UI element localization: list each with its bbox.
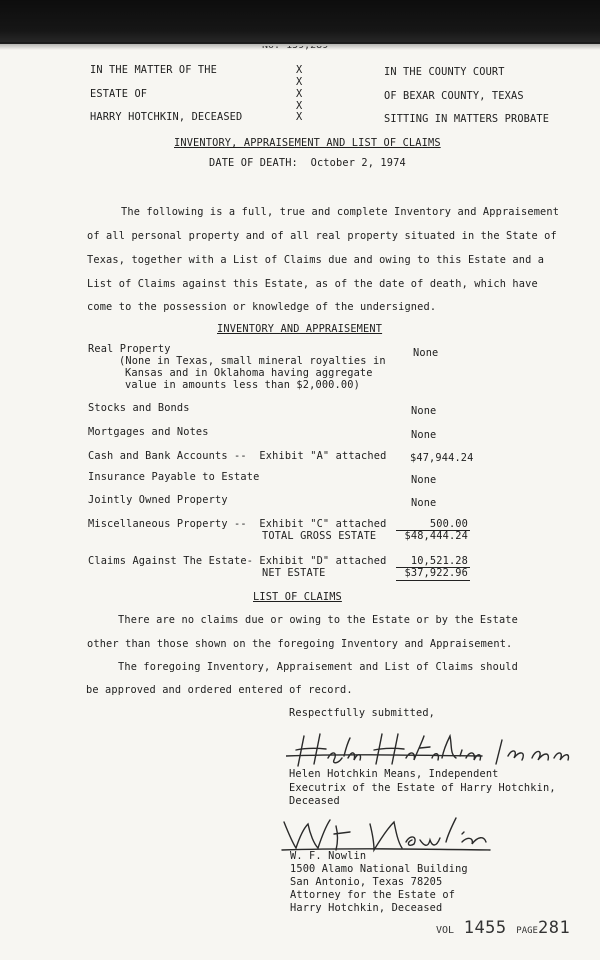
item-value: None [411, 429, 437, 441]
approve-line-2: be approved and ordered entered of record. [86, 684, 353, 696]
real-property-label: Real Property [88, 343, 171, 355]
caption-left-line-2: ESTATE OF [90, 88, 148, 100]
closing: Respectfully submitted, [289, 707, 436, 719]
item-label: Cash and Bank Accounts -- Exhibit "A" attached [88, 450, 387, 462]
signer2-line-2: 1500 Alamo National Building [290, 863, 468, 875]
total-gross-value: $48,444.24 [404, 530, 468, 542]
inventory-heading: INVENTORY AND APPRAISEMENT [217, 323, 383, 335]
item-label: Insurance Payable to Estate [88, 471, 260, 483]
item-value: None [411, 497, 437, 509]
signer1-line-1: Helen Hotchkin Means, Independent [289, 768, 499, 780]
item-label: Jointly Owned Property [88, 494, 228, 506]
list-of-claims-heading: LIST OF CLAIMS [253, 591, 342, 603]
claims-label: Claims Against The Estate- Exhibit "D" attached [88, 555, 387, 567]
real-property-note-2: Kansas and in Oklahoma having aggregate [125, 367, 373, 379]
stamp-page-label: PAGE [516, 926, 538, 936]
scan-top-shadow [0, 0, 600, 44]
caption-left-line-3: HARRY HOTCHKIN, DECEASED [90, 111, 243, 123]
stamp-page-number: 281 [537, 918, 571, 938]
real-property-note-1: (None in Texas, small mineral royalties in [119, 355, 386, 367]
item-value: None [411, 405, 437, 417]
intro-line-2: of all personal property and of all real property situated in the State of [87, 230, 557, 242]
date-of-death-value: October 2, 1974 [310, 157, 406, 169]
signer1-line-2: Executrix of the Estate of Harry Hotchkin, [289, 782, 556, 794]
signature-helen-hotchkin-means [286, 728, 592, 772]
item-value: None [411, 474, 437, 486]
stamp-vol-number: 1455 [463, 918, 507, 938]
caption-separator: X [296, 76, 303, 88]
caption-right-line-3: SITTING IN MATTERS PROBATE [384, 113, 550, 125]
intro-line-1: The following is a full, true and complete Inventory and Appraisement [121, 206, 560, 218]
item-value: 500.00 [429, 518, 468, 530]
total-gross-label: TOTAL GROSS ESTATE [262, 530, 377, 542]
claims-value: 10,521.28 [410, 555, 468, 567]
caption-separator: X [296, 88, 303, 100]
signer2-line-4: Attorney for the Estate of [290, 889, 456, 901]
item-label: Stocks and Bonds [88, 402, 190, 414]
real-property-note-3: value in amounts less than $2,000.00) [125, 379, 360, 391]
caption-separator: X [296, 100, 303, 112]
caption-separator: X [296, 64, 303, 76]
caption-right-line-2: OF BEXAR COUNTY, TEXAS [384, 90, 524, 102]
claims-paragraph-line-2: other than those shown on the foregoing Inventory and Appraisement. [87, 638, 513, 650]
item-label: Mortgages and Notes [88, 426, 209, 438]
caption-right-line-1: IN THE COUNTY COURT [384, 66, 505, 78]
document-title: INVENTORY, APPRAISEMENT AND LIST OF CLAIMS [174, 137, 441, 149]
stamp-vol-label: VOL [436, 925, 455, 936]
date-of-death [209, 157, 406, 169]
claims-paragraph-line-1: There are no claims due or owing to the Estate or by the Estate [118, 614, 519, 626]
signer2-line-3: San Antonio, Texas 78205 [290, 876, 443, 888]
caption-left-line-1: IN THE MATTER OF THE [90, 64, 217, 76]
intro-line-3: Texas, together with a List of Claims due and owing to this Estate and a [87, 254, 545, 266]
net-double-rule [396, 580, 470, 581]
item-label: Miscellaneous Property -- Exhibit "C" attached [88, 518, 387, 530]
signer2-line-1: W. F. Nowlin [290, 850, 367, 862]
intro-line-4: List of Claims against this Estate, as of the date of death, which have [87, 278, 538, 290]
caption-separator: X [296, 111, 303, 123]
item-value: $47,944.24 [410, 452, 474, 464]
date-of-death-label: DATE OF DEATH: [209, 157, 298, 169]
net-estate-value: $37,922.96 [404, 567, 468, 579]
approve-line-1: The foregoing Inventory, Appraisement and List of Claims should [118, 661, 519, 673]
net-estate-label: NET ESTATE [262, 567, 326, 579]
signer2-line-5: Harry Hotchkin, Deceased [290, 902, 443, 914]
volume-page-stamp [436, 918, 570, 938]
real-property-value: None [413, 347, 439, 359]
signer1-line-3: Deceased [289, 795, 340, 807]
intro-line-5: come to the possession or knowledge of the undersigned. [87, 301, 437, 313]
